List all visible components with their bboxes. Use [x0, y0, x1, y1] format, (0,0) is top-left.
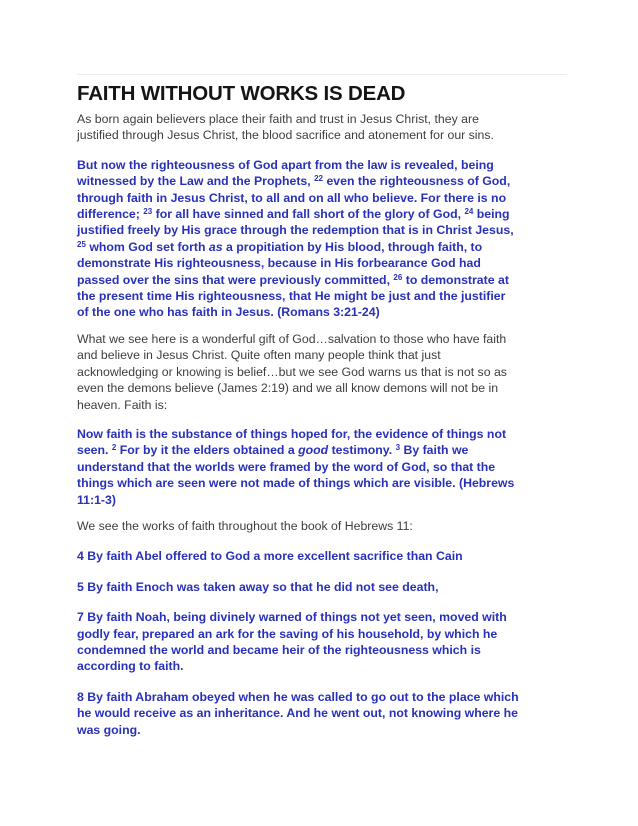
verse-number: 22	[314, 174, 324, 184]
verse-number: 26	[393, 272, 403, 282]
verse-line: the present time His righteousness, that He might be just and the justifier	[77, 289, 506, 304]
verse-line: 8 By faith Abraham obeyed when he was called to go out to the place which	[77, 689, 519, 704]
verse-4: 4 By faith Abel offered to God a more excellent sacrifice than Cain	[77, 549, 463, 564]
verse-text: to demonstrate at	[405, 272, 509, 287]
verse-line: justified freely by His grace through the redemption that is in Christ Jesus,	[77, 223, 514, 238]
verse-number: 25	[77, 239, 86, 249]
verse-text: even the righteousness of God,	[326, 174, 511, 189]
verse-text: seen.	[77, 443, 109, 458]
verse-line	[77, 206, 567, 222]
verse-line	[77, 239, 567, 255]
verse-number: 2	[111, 443, 117, 453]
verse-line: was going.	[77, 722, 141, 737]
verse-text: being	[476, 207, 510, 222]
verse-line: understand that the worlds were framed by the word of God, so that the	[77, 459, 496, 474]
verse-7	[77, 609, 567, 675]
verse-number: 23	[143, 207, 153, 217]
verse-5: 5 By faith Enoch was taken away so that he did not see death,	[77, 579, 439, 594]
verse-line: But now the righteousness of God apart from the law is revealed, being	[77, 157, 494, 172]
verse-line: through faith in Jesus Christ, to all and on all who believe. For there is no	[77, 190, 507, 205]
verse-text: testimony.	[331, 443, 393, 458]
works-intro: We see the works of faith throughout the book of Hebrews 11:	[77, 518, 413, 533]
verse-line	[77, 442, 567, 458]
verse-line: 7 By faith Noah, being divinely warned of things not yet seen, moved with	[77, 610, 507, 625]
commentary-line: heaven. Faith is:	[77, 397, 168, 412]
commentary-line: and believe in Jesus Christ. Quite often many people think that just	[77, 348, 441, 363]
verse-line: things which are seen were not made of things which are visible. (Hebrews	[77, 476, 515, 491]
verse-text: difference;	[77, 207, 140, 222]
verse-number: 24	[464, 207, 474, 217]
intro-line: As born again believers place their faith and trust in Jesus Christ, they are	[77, 112, 479, 126]
intro-line: justified through Jesus Christ, the blood sacrifice and atonement for our sins.	[77, 128, 494, 143]
verse-text: By faith we	[403, 443, 469, 458]
verse-emphasis: good	[298, 443, 329, 458]
top-divider	[77, 74, 567, 75]
verse-number: 3	[395, 443, 401, 453]
verse-text: passed over the sins that were previously committed,	[77, 272, 390, 287]
verse-line: demonstrate His righteousness, because in His forbearance God had	[77, 256, 481, 271]
verse-line	[77, 272, 567, 288]
verse-line: he would receive as an inheritance. And he went out, not knowing where he	[77, 706, 518, 721]
verse-emphasis: as	[208, 239, 223, 254]
verse-line: 11:1-3)	[77, 492, 116, 507]
page-title: FAITH WITHOUT WORKS IS DEAD	[77, 82, 406, 105]
verse-line: godly fear, prepared an ark for the saving of his household, by which he	[77, 626, 498, 641]
intro-paragraph	[77, 111, 567, 144]
commentary-line: What we see here is a wonderful gift of God…salvation to those who have faith	[77, 331, 507, 346]
verse-line: condemned the world and became heir of the righteousness which is	[77, 642, 481, 657]
verse-line: Now faith is the substance of things hoped for, the evidence of things not	[77, 426, 507, 441]
verse-text: for all have sinned and fall short of the glory of God,	[155, 207, 462, 222]
hebrews-11-1-3-passage	[77, 426, 567, 508]
verse-line	[77, 173, 567, 189]
verse-8	[77, 689, 567, 738]
verse-text: a propitiation by His blood, through faith, to	[226, 239, 483, 254]
verse-line: of the one who has faith in Jesus. (Romans 3:21-24)	[77, 305, 380, 320]
verse-line: according to faith.	[77, 659, 184, 674]
verse-text: whom God set forth	[89, 239, 206, 254]
commentary-line: acknowledging or knowing is belief…but we see God warns us that is not so as	[77, 364, 507, 379]
commentary-line: even the demons believe (James 2:19) and we all know demons will not be in	[77, 381, 499, 396]
romans-passage	[77, 157, 567, 321]
document-page	[77, 74, 567, 738]
verse-text: For by it the elders obtained a	[119, 443, 295, 458]
verse-text: witnessed by the Law and the Prophets,	[77, 174, 311, 189]
commentary-paragraph	[77, 331, 567, 413]
